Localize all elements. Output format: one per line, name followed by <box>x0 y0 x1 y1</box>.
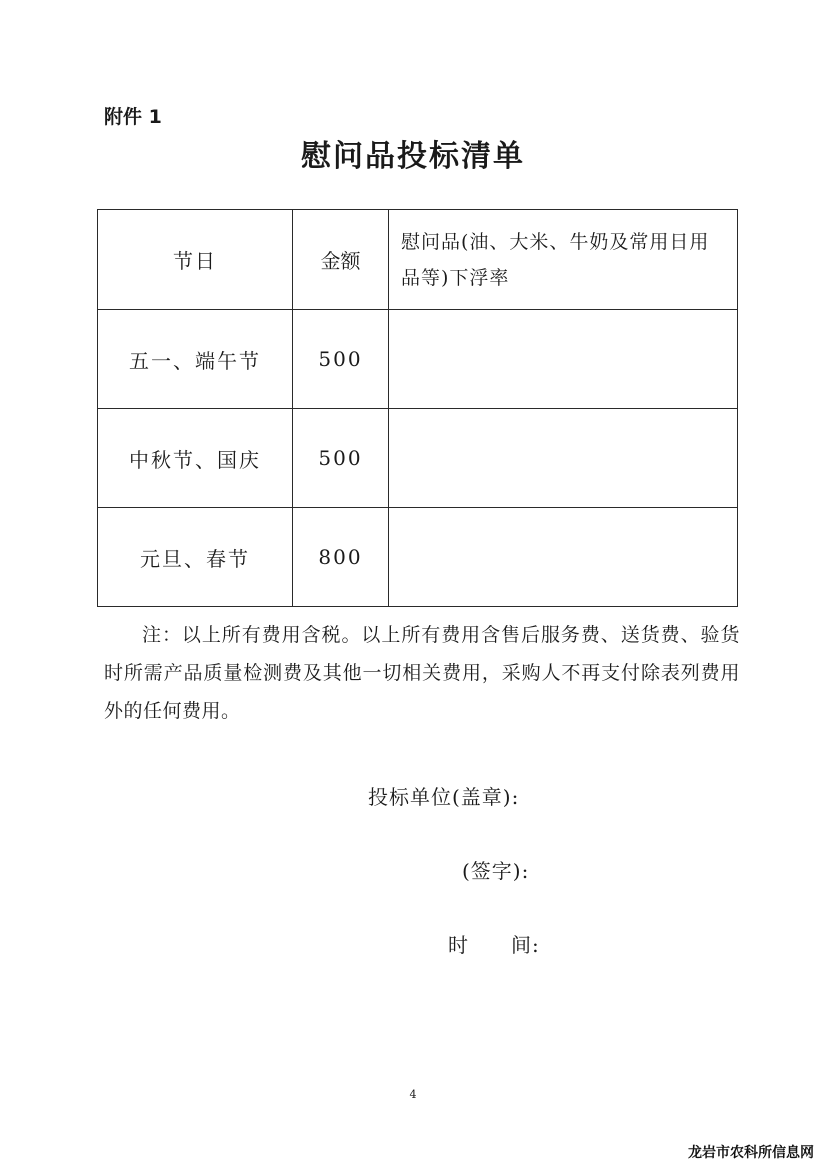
table-row <box>98 310 738 409</box>
table-header-row <box>98 210 738 310</box>
rate-cell[interactable] <box>389 310 738 409</box>
bid-table <box>97 209 738 607</box>
table-row <box>98 508 738 607</box>
time-line: 时 间: <box>448 933 540 957</box>
page-title: 慰问品投标清单 <box>301 139 525 174</box>
page-number: 4 <box>409 1088 417 1101</box>
festival-cell: 中秋节、国庆 <box>98 409 293 508</box>
site-watermark: 龙岩市农科所信息网 <box>688 1145 814 1161</box>
rate-cell[interactable] <box>389 409 738 508</box>
amount-cell: 500 <box>293 310 389 409</box>
signature-line: (签字): <box>462 859 530 883</box>
festival-cell: 五一、端午节 <box>98 310 293 409</box>
attachment-label: 附件 1 <box>104 106 162 128</box>
amount-cell: 500 <box>293 409 389 508</box>
header-rate: 慰问品(油、大米、牛奶及常用日用品等)下浮率 <box>389 210 738 310</box>
note-text: 注：以上所有费用含税。以上所有费用含售后服务费、送货费、验货时所需产品质量检测费及其他一切相关费用，采购人不再支付除表列费用外的任何费用。 <box>104 624 740 722</box>
rate-cell[interactable] <box>389 508 738 607</box>
header-amount: 金额 <box>293 210 389 310</box>
table-row <box>98 409 738 508</box>
amount-cell: 800 <box>293 508 389 607</box>
bidder-unit-stamp: 投标单位(盖章): <box>368 785 520 809</box>
header-festival: 节日 <box>98 210 293 310</box>
festival-cell: 元旦、春节 <box>98 508 293 607</box>
